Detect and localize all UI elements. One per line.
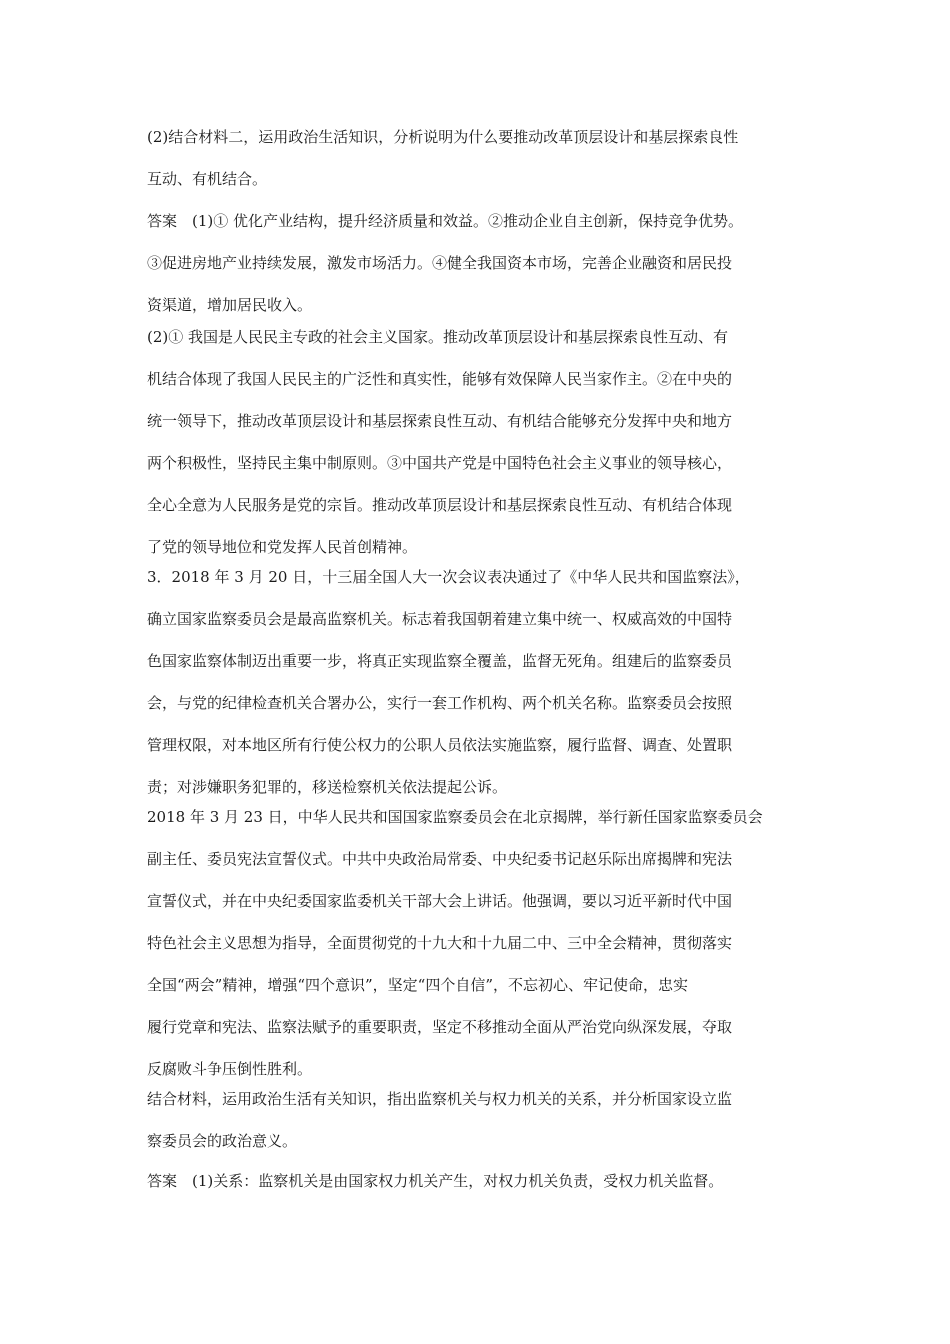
text-line: 了党的领导地位和党发挥人民首创精神。 <box>147 538 418 556</box>
text-line: (2)结合材料二，运用政治生活知识，分析说明为什么要推动改革顶层设计和基层探索良性 <box>147 128 739 146</box>
text-line: 两个积极性，坚持民主集中制原则。③中国共产党是中国特色社会主义事业的领导核心， <box>147 454 733 472</box>
text-line: 答案 (1)① 优化产业结构，提升经济质量和效益。②推动企业自主创新，保持竞争优势。 <box>147 212 744 230</box>
text-line: 宣誓仪式，并在中央纪委国家监委机关干部大会上讲话。他强调，要以习近平新时代中国 <box>147 892 733 910</box>
text-line: 察委员会的政治意义。 <box>147 1132 298 1150</box>
text-line: 统一领导下，推动改革顶层设计和基层探索良性互动、有机结合能够充分发挥中央和地方 <box>147 412 733 430</box>
text-line: 会，与党的纪律检查机关合署办公，实行一套工作机构、两个机关名称。监察委员会按照 <box>147 694 733 712</box>
text-line: 答案 (1)关系：监察机关是由国家权力机关产生，对权力机关负责，受权力机关监督。 <box>147 1172 724 1190</box>
text-line: 3．2018 年 3 月 20 日，十三届全国人大一次会议表决通过了《中华人民共和国监察法》， <box>147 568 750 586</box>
text-line: 机结合体现了我国人民民主的广泛性和真实性，能够有效保障人民当家作主。②在中央的 <box>147 370 733 388</box>
text-line: (2)① 我国是人民民主专政的社会主义国家。推动改革顶层设计和基层探索良性互动、有 <box>147 328 729 346</box>
text-line: 资渠道，增加居民收入。 <box>147 296 313 314</box>
text-line: 反腐败斗争压倒性胜利。 <box>147 1060 313 1078</box>
text-line: 管理权限，对本地区所有行使公权力的公职人员依法实施监察，履行监督、调查、处置职 <box>147 736 733 754</box>
text-line: 确立国家监察委员会是最高监察机关。标志着我国朝着建立集中统一、权威高效的中国特 <box>147 610 733 628</box>
text-line: ③促进房地产业持续发展，激发市场活力。④健全我国资本市场，完善企业融资和居民投 <box>147 254 733 272</box>
text-line: 色国家监察体制迈出重要一步，将真正实现监察全覆盖，监督无死角。组建后的监察委员 <box>147 652 733 670</box>
text-line: 结合材料，运用政治生活有关知识，指出监察机关与权力机关的关系，并分析国家设立监 <box>147 1090 733 1108</box>
text-line: 责；对涉嫌职务犯罪的，移送检察机关依法提起公诉。 <box>147 778 508 796</box>
text-line: 全心全意为人民服务是党的宗旨。推动改革顶层设计和基层探索良性互动、有机结合体现 <box>147 496 733 514</box>
text-line: 履行党章和宪法、监察法赋予的重要职责，坚定不移推动全面从严治党向纵深发展，夺取 <box>147 1018 733 1036</box>
text-line: 2018 年 3 月 23 日，中华人民共和国国家监察委员会在北京揭牌，举行新任国家监察委员会 <box>147 808 763 826</box>
text-line: 特色社会主义思想为指导，全面贯彻党的十九大和十九届二中、三中全会精神，贯彻落实 <box>147 934 733 952</box>
text-line: 全国“两会”精神，增强“四个意识”，坚定“四个自信”，不忘初心、牢记使命，忠实 <box>147 976 689 994</box>
text-line: 互动、有机结合。 <box>147 170 268 188</box>
text-line: 副主任、委员宪法宣誓仪式。中共中央政治局常委、中央纪委书记赵乐际出席揭牌和宪法 <box>147 850 733 868</box>
